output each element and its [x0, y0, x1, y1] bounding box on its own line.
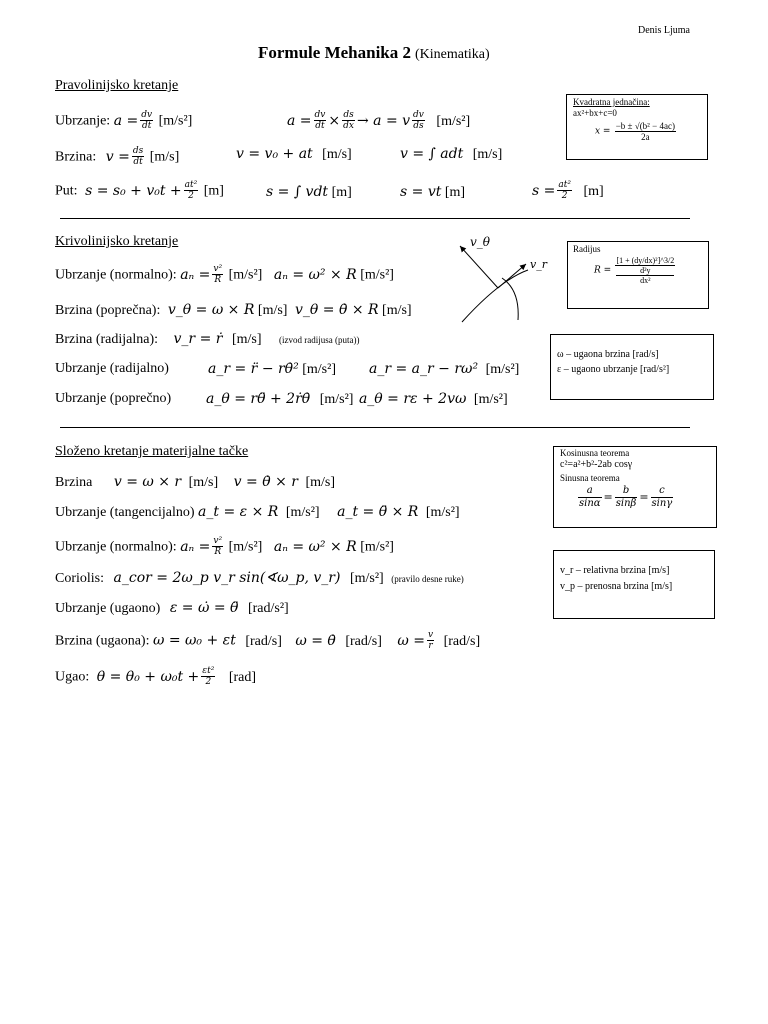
s2-row-2	[55, 302, 412, 319]
s3-at-formula: a_t = ε × R	[198, 504, 279, 520]
s1-pos-unit: [m]	[203, 183, 224, 199]
page-title	[258, 43, 490, 63]
s3-row-4	[55, 570, 464, 587]
s2-row-4-f1	[208, 361, 336, 378]
section-heading-krivolinijsko: Krivolinijsko kretanje	[55, 234, 179, 249]
s3-row-7: Ugao: θ = θ₀ + ω₀t + $\frac{\text{εt²}}{2}$ [rad]	[55, 666, 257, 687]
s3-unit-a-5: [m/s²]	[349, 571, 384, 586]
s3-unit-a-4: [m/s²]	[360, 539, 394, 555]
s3-row-1	[55, 474, 335, 491]
omega-line-1: ω – ugaona brzina [rad/s]	[557, 349, 659, 360]
s3-w-formula-2: ω = θ̇	[295, 632, 336, 649]
s3-unit-a-1: [m/s²]	[285, 505, 320, 520]
s3-v-formula: v = ω × r	[113, 474, 182, 490]
s3-unit-v-1: [m/s]	[188, 475, 219, 490]
radial-curve	[502, 278, 518, 320]
section-heading-slozeno: Složeno kretanje materijalne tačke	[55, 444, 249, 459]
s3-theta-formula: θ = θ₀ + ω₀t +	[96, 668, 200, 685]
s1-pos-formula-2: s = ∫ vdt	[266, 184, 329, 200]
law-box	[553, 446, 717, 528]
quadratic-den: 2a	[641, 132, 650, 142]
quadratic-solution	[595, 121, 678, 142]
sin-title: Sinusna teorema	[560, 473, 620, 483]
s2-ar-formula-2: a_r = a_r − rω²	[369, 361, 479, 377]
quadratic-eq: ax²+bx+c=0	[573, 108, 617, 118]
radius-lhs: R =	[594, 265, 612, 276]
s2-unit-a-3: [m/s²]	[302, 362, 336, 377]
quadratic-title: Kvadratna jednačina:	[573, 97, 650, 107]
s3-unit-rads-3: [rad/s]	[443, 633, 481, 649]
s1-vel-formula: v = $\frac{ds}{dt}$	[105, 146, 144, 167]
s2-unit-v-2: [m/s]	[382, 303, 412, 318]
s3-label-2: Ubrzanje (tangencijalno)	[55, 505, 195, 520]
radius-den-top: d²y	[616, 266, 674, 276]
s3-row-6	[55, 630, 480, 651]
s3-label-6: Brzina (ugaona):	[55, 633, 150, 649]
s1-acc-label: Ubrzanje:	[55, 113, 111, 129]
s1-acc-chain: a = $\frac{dv}{dt}$ × $\frac{ds}{dx}$ → a = v $\frac{dv}{ds}$	[287, 110, 424, 131]
s1-acc-formula: a = $\frac{dv}{dt}$	[113, 110, 153, 131]
s3-row-5	[55, 600, 289, 617]
s1-vel-unit: [m/s]	[149, 149, 180, 165]
s1-acc-row2	[287, 110, 470, 131]
s2-label-5: Ubrzanje (poprečno)	[55, 391, 172, 406]
author-name: Denis Ljuma	[638, 25, 690, 36]
s3-unit-rad: [rad]	[228, 669, 257, 685]
s3-row-2	[55, 504, 460, 521]
v-theta-arrow	[460, 246, 498, 288]
s2-label-1: Ubrzanje (normalno):	[55, 267, 177, 283]
s1-vel-3	[400, 146, 502, 163]
title-sub: (Kinematika)	[415, 47, 490, 62]
s2-vr-note: (izvod radijusa (puta))	[279, 335, 360, 345]
s1-vel-formula-3: v = ∫ adt	[400, 146, 464, 162]
s1-vel-row	[55, 146, 179, 167]
s2-vt-formula-2: v_θ = θ̇ × R	[294, 302, 379, 318]
s3-label-5: Ubrzanje (ugaono)	[55, 601, 161, 616]
s1-pos-formula-3: s = vt	[400, 184, 442, 200]
s2-unit-a-6: [m/s²]	[473, 392, 508, 407]
divider-2	[60, 427, 690, 428]
s2-row-5-f	[206, 391, 508, 408]
s1-acc-row	[55, 110, 192, 131]
omega-line-2: ε – ugaono ubrzanje [rad/s²]	[557, 364, 670, 375]
s3-an-formula-2: aₙ = ω² × R	[273, 538, 357, 555]
s2-unit-v-3: [m/s]	[231, 332, 262, 347]
sin-formula: $\frac{a}{\sin\alpha}$ = $\frac{b}{\sin\beta}$ = $\frac{c}{\sin\gamma}$	[579, 485, 673, 509]
s2-an-formula: aₙ = $\frac{\text{v²}}{R}$	[180, 264, 223, 285]
s1-acc-unit-2: [m/s²]	[436, 113, 471, 129]
s2-unit-a-2: [m/s²]	[360, 267, 394, 283]
quadratic-lhs: x =	[595, 126, 611, 137]
s1-pos-formula-4: s = $\frac{\text{at²}}{2}$	[532, 180, 571, 201]
s2-unit-a-4: [m/s²]	[485, 362, 520, 377]
s3-label-3: Ubrzanje (normalno):	[55, 539, 177, 555]
s3-coriolis-note: (pravilo desne ruke)	[391, 574, 464, 584]
s1-vel-unit-3: [m/s]	[472, 147, 503, 162]
title-main: Formule Mehanika 2	[258, 43, 411, 62]
s1-vel-label: Brzina:	[55, 149, 97, 165]
s3-unit-rads2: [rad/s²]	[247, 601, 289, 616]
section-heading-pravolinijsko: Pravolinijsko kretanje	[55, 78, 179, 93]
s2-at-formula-2: a_θ = rε + 2vω	[358, 391, 467, 407]
s2-row-4-f2	[369, 361, 519, 378]
v-r-arrow	[498, 264, 526, 288]
s3-v-formula-2: v = θ̇ × r	[233, 474, 298, 490]
cos-title: Kosinusna teorema	[560, 448, 630, 458]
s3-label-1: Brzina	[55, 475, 93, 490]
s2-an-formula-2: aₙ = ω² × R	[273, 266, 357, 283]
s2-unit-a-5: [m/s²]	[319, 392, 354, 407]
quadratic-box	[566, 94, 708, 160]
s3-unit-a-3: [m/s²]	[228, 539, 263, 555]
s3-unit-a-2: [m/s²]	[425, 505, 460, 520]
s1-pos-2	[266, 184, 352, 201]
s2-label-3: Brzina (radijalna):	[55, 332, 159, 347]
s2-ar-formula: a_r = r̈ − rθ̇²	[208, 361, 299, 377]
s2-at-formula: a_θ = rθ̈ + 2ṙθ̇	[206, 391, 311, 407]
relative-velocity-box	[553, 550, 715, 619]
s2-label-2: Brzina (poprečna):	[55, 303, 161, 318]
s1-pos-3	[400, 184, 465, 201]
radius-num: [1 + (dy/dx)²]^3/2	[616, 256, 675, 265]
s3-row-3	[55, 536, 394, 557]
radius-den-bot: dx²	[640, 276, 651, 285]
s2-vr-formula: v_r = ṙ	[173, 331, 223, 347]
s2-vt-formula: v_θ = ω × R	[167, 302, 255, 318]
s1-pos-4	[532, 180, 604, 201]
s3-w-formula: ω = ω₀ + εt	[152, 632, 236, 649]
v-theta-label: v_θ	[470, 235, 491, 249]
s2-row-5	[55, 391, 171, 407]
s1-pos-unit-4: [m]	[583, 183, 604, 199]
omega-box	[550, 334, 714, 400]
s1-acc-unit: [m/s²]	[158, 113, 193, 129]
s3-unit-rads-2: [rad/s]	[345, 633, 382, 649]
s3-unit-rads-1: [rad/s]	[245, 633, 282, 649]
v-r-label: v_r	[530, 258, 547, 271]
s3-label-4: Coriolis:	[55, 571, 105, 586]
s1-pos-unit-2: [m]	[331, 185, 352, 200]
s1-pos-unit-3: [m]	[444, 185, 466, 200]
s1-pos-row	[55, 180, 224, 201]
radius-title: Radijus	[573, 244, 601, 254]
divider-1	[60, 218, 690, 219]
rel-line-2: v_p – prenosna brzina [m/s]	[560, 581, 673, 592]
radius-box	[567, 241, 709, 309]
s2-unit-a-1: [m/s²]	[228, 267, 263, 283]
s3-w-formula-3: ω = $\frac{v}{r}$	[397, 630, 434, 651]
s3-label-7: Ugao:	[55, 669, 90, 685]
s3-ang-formula: ε = ω̇ = θ̈	[169, 600, 239, 616]
s1-vel-unit-2: [m/s]	[322, 147, 352, 162]
cos-eq: c²=a²+b²-2ab cosγ	[560, 459, 633, 470]
s3-at-formula-2: a_t = θ̈ × R	[337, 504, 419, 520]
s1-vel-formula-2: v = v₀ + at	[236, 146, 313, 162]
radius-formula	[594, 256, 677, 285]
s1-pos-label: Put:	[55, 183, 78, 199]
s2-row-4	[55, 361, 169, 377]
s3-coriolis-formula: a_cor = 2ω_p v_r sin(∢ω_p, v_r)	[113, 570, 341, 586]
s2-label-4: Ubrzanje (radijalno)	[55, 361, 169, 376]
s2-row-1	[55, 264, 394, 285]
rel-line-1: v_r – relativna brzina [m/s]	[560, 565, 670, 576]
quadratic-num: −b ± √(b² − 4ac)	[615, 121, 675, 131]
s3-unit-v-2: [m/s]	[305, 475, 336, 490]
s1-vel-2	[236, 146, 352, 163]
s3-an-formula: aₙ = $\frac{\text{v²}}{R}$	[180, 536, 223, 557]
s2-unit-v-1: [m/s]	[257, 303, 288, 318]
s2-row-3	[55, 331, 359, 348]
velocity-diagram	[440, 230, 560, 330]
s1-pos-formula: s = s₀ + v₀t + $\frac{\text{at²}}{2}$	[85, 180, 198, 201]
